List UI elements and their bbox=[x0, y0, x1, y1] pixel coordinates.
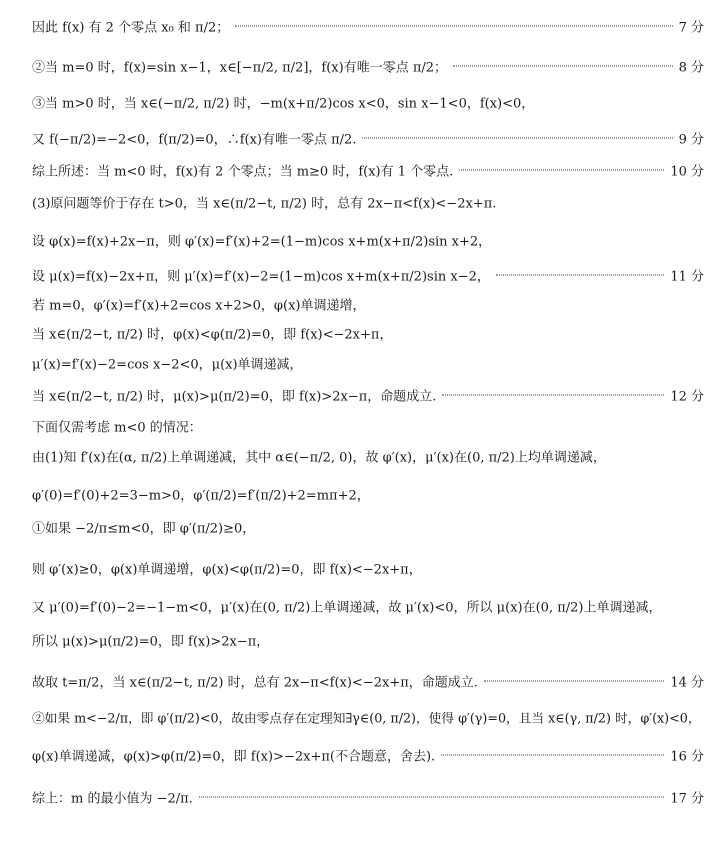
line-text: 当 x∈(π/2−t, π/2) 时，μ(x)>μ(π/2)=0，即 f(x)>2x−π，命题成立. bbox=[32, 389, 437, 405]
solution-line bbox=[32, 266, 704, 285]
line-text: 设 φ(x)=f(x)+2x−π，则 φ′(x)=f′(x)+2=(1−m)cos x+m(x+π/2)sin x+2， bbox=[32, 234, 492, 250]
line-text: ①如果 −2/π≤m<0，即 φ′(π/2)≥0， bbox=[32, 521, 256, 537]
line-text: 因此 f(x) 有 2 个零点 x₀ 和 π/2； bbox=[32, 20, 230, 36]
solution-line bbox=[32, 386, 704, 405]
dot-leader bbox=[459, 170, 664, 171]
solution-line bbox=[32, 518, 704, 537]
line-text: 则 φ′(x)≥0，φ(x)单调递增，φ(x)<φ(π/2)=0，即 f(x)<−2x+π， bbox=[32, 562, 422, 578]
line-text: (3)原问题等价于存在 t>0，当 x∈(π/2−t, π/2) 时，总有 2x−π<f(x)<−2x+π. bbox=[32, 196, 497, 212]
dot-leader bbox=[199, 797, 665, 798]
solution-line bbox=[32, 93, 704, 112]
solution-line bbox=[32, 161, 704, 180]
line-text: 综上：m 的最小值为 −2/π. bbox=[32, 791, 193, 807]
solution-line bbox=[32, 447, 704, 466]
line-text: 综上所述：当 m<0 时，f(x)有 2 个零点；当 m≥0 时，f(x)有 1 个零点. bbox=[32, 164, 454, 180]
solution-line bbox=[32, 559, 704, 578]
dot-leader bbox=[442, 395, 664, 396]
line-text: 当 x∈(π/2−t, π/2) 时，φ(x)<φ(π/2)=0，即 f(x)<−2x+π， bbox=[32, 327, 393, 343]
dot-leader bbox=[235, 26, 672, 27]
score-label: 12 分 bbox=[670, 389, 704, 405]
score-label: 10 分 bbox=[670, 164, 704, 180]
solution-line bbox=[32, 631, 704, 650]
score-label: 17 分 bbox=[670, 791, 704, 807]
line-text: μ′(x)=f′(x)−2=cos x−2<0，μ(x)单调递减， bbox=[32, 357, 303, 373]
line-text: ②当 m=0 时，f(x)=sin x−1，x∈[−π/2, π/2]，f(x)有唯一零点 π/2； bbox=[32, 60, 448, 76]
score-label: 16 分 bbox=[670, 749, 704, 765]
line-text: φ′(0)=f′(0)+2=3−m>0，φ′(π/2)=f′(π/2)+2=mπ+2， bbox=[32, 488, 370, 504]
line-text: 下面仅需考虑 m<0 的情况： bbox=[32, 420, 202, 436]
solution-line bbox=[32, 417, 704, 436]
solution-line bbox=[32, 231, 704, 250]
solution-line bbox=[32, 17, 704, 36]
solution-line bbox=[32, 672, 704, 691]
line-text: 设 μ(x)=f(x)−2x+π，则 μ′(x)=f′(x)−2=(1−m)cos x+m(x+π/2)sin x−2， bbox=[32, 269, 490, 285]
line-text: 所以 μ(x)>μ(π/2)=0，即 f(x)>2x−π， bbox=[32, 634, 270, 650]
line-text: 又 f(−π/2)=−2<0，f(π/2)=0，∴f(x)有唯一零点 π/2. bbox=[32, 132, 357, 148]
score-label: 11 分 bbox=[670, 269, 704, 285]
dot-leader bbox=[453, 66, 673, 67]
line-text: φ(x)单调递减，φ(x)>φ(π/2)=0，即 f(x)>−2x+π(不合题意，舍去). bbox=[32, 749, 436, 765]
dot-leader bbox=[484, 681, 664, 682]
dot-leader bbox=[441, 755, 664, 756]
solution-line bbox=[32, 708, 704, 727]
solution-line bbox=[32, 129, 704, 148]
line-text: ②如果 m<−2/π，即 φ′(π/2)<0，故由零点存在定理知∃γ∈(0, π/2)，使得 φ′(γ)=0，且当 x∈(γ, π/2) 时，φ′(x)<0， bbox=[32, 710, 701, 726]
line-text: ③当 m>0 时，当 x∈(−π/2, π/2) 时，−m(x+π/2)cos x<0，sin x−1<0，f(x)<0， bbox=[32, 96, 535, 112]
dot-leader bbox=[496, 275, 664, 276]
line-text: 又 μ′(0)=f′(0)−2=−1−m<0，μ′(x)在(0, π/2)上单调递减，故 μ′(x)<0，所以 μ(x)在(0, π/2)上单调递减， bbox=[32, 600, 662, 616]
solution-line bbox=[32, 193, 704, 212]
solution-line bbox=[32, 324, 704, 343]
solution-line bbox=[32, 57, 704, 76]
solution-line bbox=[32, 788, 704, 807]
line-text: 故取 t=π/2，当 x∈(π/2−t, π/2) 时，总有 2x−π<f(x)<−2x+π，命题成立. bbox=[32, 675, 478, 691]
line-text: 由(1)知 f′(x)在(α, π/2)上单调递减，其中 α∈(−π/2, 0)，故 φ′(x)，μ′(x)在(0, π/2)上均单调递减， bbox=[32, 450, 606, 466]
solution-line bbox=[32, 295, 704, 314]
score-label: 8 分 bbox=[678, 60, 704, 76]
solution-line bbox=[32, 597, 704, 616]
solution-line bbox=[32, 746, 704, 765]
dot-leader bbox=[362, 138, 672, 139]
score-label: 9 分 bbox=[678, 132, 704, 148]
score-label: 14 分 bbox=[670, 675, 704, 691]
line-text: 若 m=0，φ′(x)=f′(x)+2=cos x+2>0，φ(x)单调递增， bbox=[32, 298, 366, 314]
solution-line bbox=[32, 485, 704, 504]
score-label: 7 分 bbox=[678, 20, 704, 36]
solution-line bbox=[32, 354, 704, 373]
